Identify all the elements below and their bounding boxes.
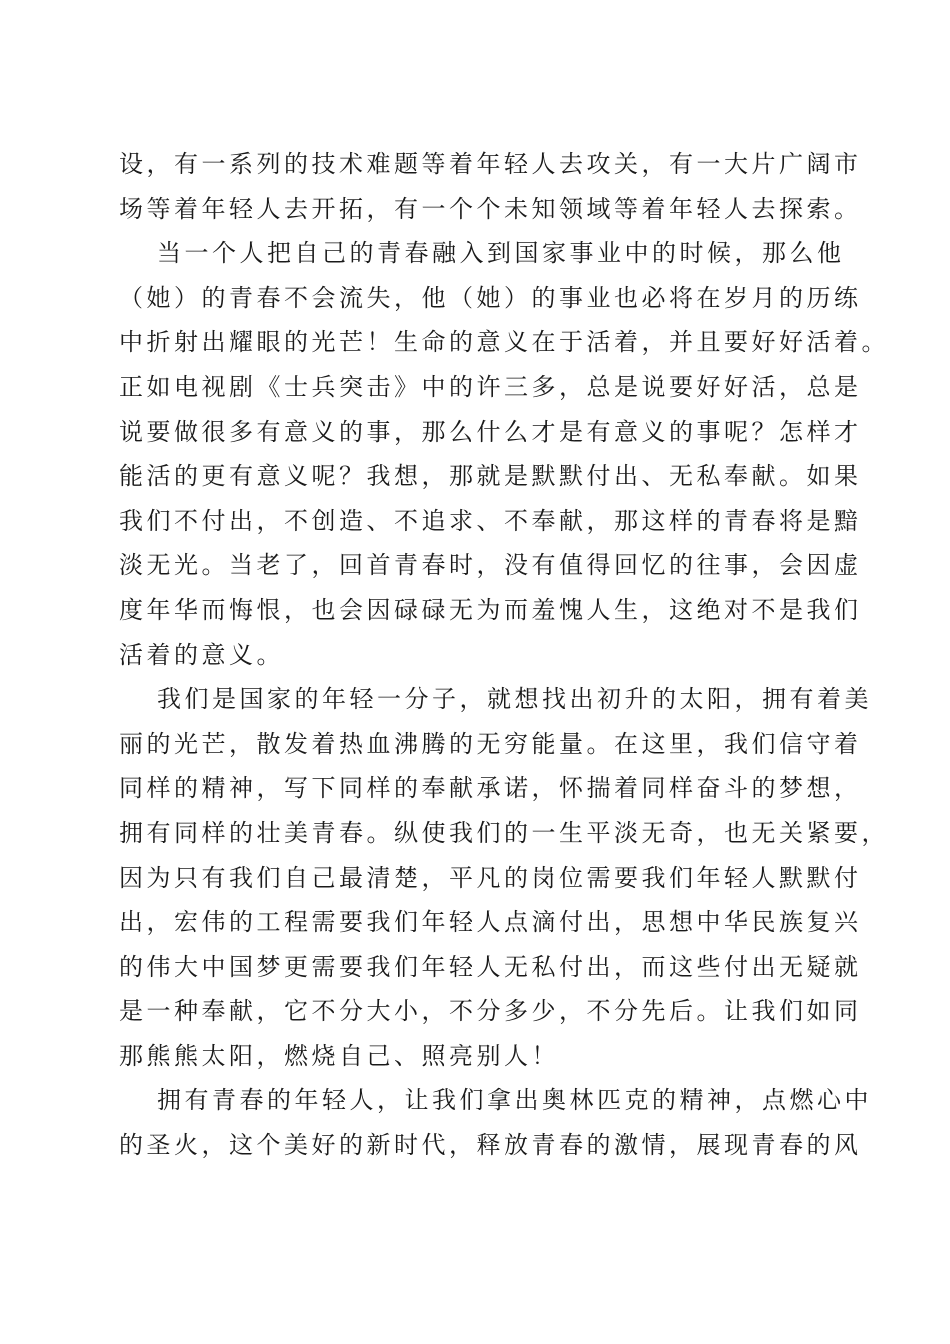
paragraph-2-line-2: （她）的青春不会流失，他（她）的事业也必将在岁月的历练 <box>119 283 862 312</box>
paragraph-3-line-3: 同样的精神，写下同样的奉献承诺，怀揣着同样奋斗的梦想， <box>119 774 862 803</box>
paragraph-2-line-1: 当一个人把自己的青春融入到国家事业中的时候，那么他 <box>157 239 845 268</box>
paragraph-3-line-7: 的伟大中国梦更需要我们年轻人无私付出，而这些付出无疑就 <box>119 952 862 981</box>
paragraph-2-line-8: 淡无光。当老了，回首青春时，没有值得回忆的往事，会因虚 <box>119 551 862 580</box>
paragraph-1-line-2: 场等着年轻人去开拓，有一个个未知领域等着年轻人去探索。 <box>119 194 862 223</box>
paragraph-3-line-6: 出，宏伟的工程需要我们年轻人点滴付出，思想中华民族复兴 <box>119 908 862 937</box>
paragraph-2-line-7: 我们不付出，不创造、不追求、不奉献，那这样的青春将是黯 <box>119 506 862 535</box>
paragraph-3-line-8: 是一种奉献，它不分大小，不分多少，不分先后。让我们如同 <box>119 997 862 1026</box>
paragraph-4-line-1: 拥有青春的年轻人，让我们拿出奥林匹克的精神，点燃心中 <box>157 1086 872 1115</box>
paragraph-3-line-2: 丽的光芒，散发着热血沸腾的无穷能量。在这里，我们信守着 <box>119 729 862 758</box>
paragraph-2-line-6: 能活的更有意义呢？我想，那就是默默付出、无私奉献。如果 <box>119 462 862 491</box>
paragraph-3-line-9: 那熊熊太阳，燃烧自己、照亮别人！ <box>119 1041 559 1070</box>
document-body <box>119 142 889 1168</box>
paragraph-1-line-1: 设，有一系列的技术难题等着年轻人去攻关，有一大片广阔市 <box>119 150 862 178</box>
paragraph-2-line-3: 中折射出耀眼的光芒！生命的意义在于活着，并且要好好活着。 <box>119 328 889 357</box>
paragraph-2-line-4: 正如电视剧《士兵突击》中的许三多，总是说要好好活，总是 <box>119 372 862 401</box>
paragraph-4-line-2: 的圣火，这个美好的新时代，释放青春的激情，展现青春的风 <box>119 1131 862 1160</box>
paragraph-3-line-5: 因为只有我们自己最清楚，平凡的岗位需要我们年轻人默默付 <box>119 863 862 892</box>
paragraph-2-line-5: 说要做很多有意义的事，那么什么才是有意义的事呢？怎样才 <box>119 417 862 446</box>
paragraph-2-line-10: 活着的意义。 <box>119 640 284 669</box>
paragraph-3-line-4: 拥有同样的壮美青春。纵使我们的一生平淡无奇，也无关紧要， <box>119 818 889 847</box>
paragraph-3-line-1: 我们是国家的年轻一分子，就想找出初升的太阳，拥有着美 <box>157 685 872 714</box>
paragraph-2-line-9: 度年华而悔恨，也会因碌碌无为而羞愧人生，这绝对不是我们 <box>119 595 862 624</box>
